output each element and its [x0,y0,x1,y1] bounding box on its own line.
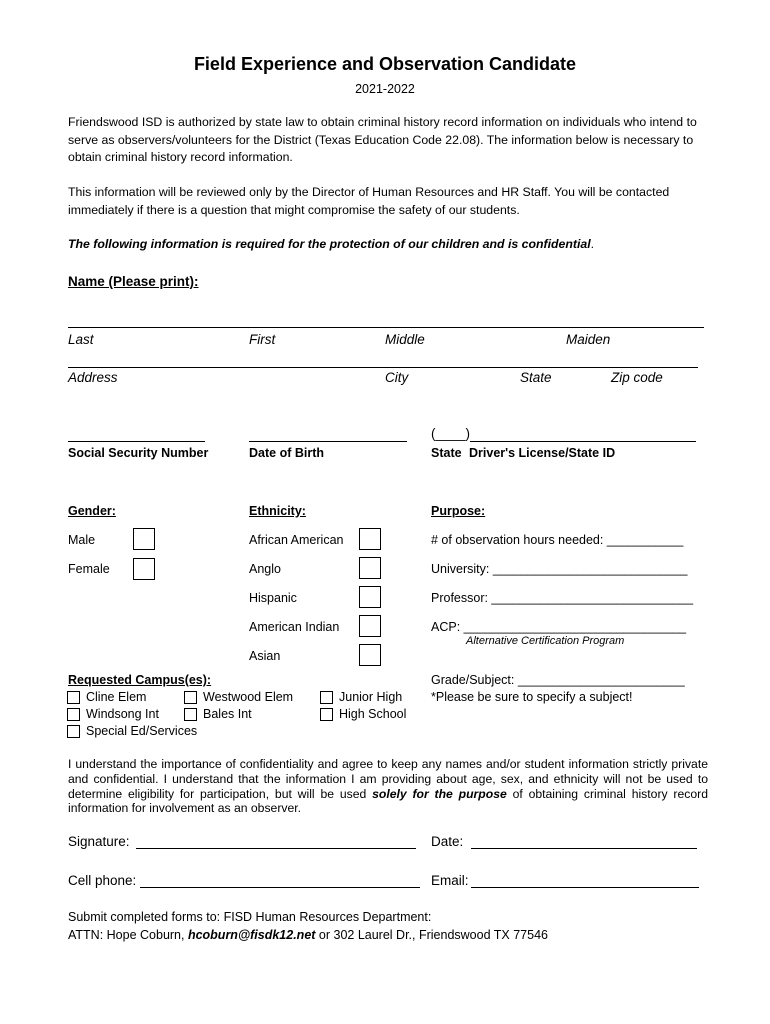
purpose-heading: Purpose: [431,504,486,518]
maiden-name-label: Maiden [566,332,611,347]
african-american-checkbox[interactable] [359,528,381,550]
acp-note: Alternative Certification Program [466,635,625,647]
hispanic-checkbox[interactable] [359,586,381,608]
acp-field[interactable]: ACP: ________________________________ [431,620,687,634]
campus-option-windsong-int: Windsong Int [86,707,159,721]
cell-phone-label: Cell phone: [68,873,137,888]
ssn-label: Social Security Number [68,446,209,460]
gender-option-male: Male [68,533,96,547]
cline-elem-checkbox[interactable] [67,691,80,704]
ssn-line[interactable] [68,441,205,442]
campus-option-special-ed: Special Ed/Services [86,724,198,738]
zip-label: Zip code [611,370,663,385]
asian-checkbox[interactable] [359,644,381,666]
agreement-text-end: of obtaining criminal history record information for involvement as an observer. [68,786,708,816]
windsong-int-checkbox[interactable] [67,708,80,721]
agreement-text-start: I understand the importance of confidentiality and agree to keep any names and/or student information strictly private and confidential. I understand that the information I am providing about age, sex, and ethnicity will not be used to determine eligibility for participation, but will be used [68,757,708,801]
campus-option-bales-int: Bales Int [203,707,252,721]
attn-line [68,928,548,942]
signature-label: Signature: [68,834,130,849]
gender-option-female: Female [68,562,110,576]
ethnicity-option-african-american: African American [249,533,344,547]
campus-option-high-school: High School [339,707,407,721]
high-school-checkbox[interactable] [320,708,333,721]
anglo-checkbox[interactable] [359,557,381,579]
date-label: Date: [431,834,464,849]
confidential-notice-text: The following information is required for the protection of our children and is confidential [68,237,591,251]
gender-heading: Gender: [68,504,116,518]
page-title: Field Experience and Observation Candidate [193,54,577,74]
ethnicity-option-american-indian: American Indian [249,620,340,634]
intro-paragraph-1: Friendswood ISD is authorized by state law to obtain criminal history record information on individuals who intend to serve as observers/volunteers for the District (Texas Education Code 22.08). The information below is necessary to obtain criminal history record information. [68,115,697,164]
ethnicity-option-anglo: Anglo [249,562,281,576]
ethnicity-option-hispanic: Hispanic [249,591,297,605]
confidential-notice [68,236,708,254]
city-label: City [385,370,409,385]
first-name-label: First [249,332,276,347]
agreement-text-emphasis: solely for the purpose [372,786,507,801]
confidential-notice-period: . [590,237,595,251]
dl-line[interactable] [470,441,696,442]
dl-state-prefix: (____) [431,426,471,441]
male-checkbox[interactable] [133,528,155,550]
email-label: Email: [431,873,469,888]
university-field[interactable]: University: ____________________________ [431,562,688,576]
westwood-elem-checkbox[interactable] [184,691,197,704]
middle-name-label: Middle [385,332,425,347]
ethnicity-option-asian: Asian [249,649,281,663]
signature-line[interactable] [136,848,416,849]
campus-option-westwood-elem: Westwood Elem [203,690,294,704]
last-name-label: Last [68,332,94,347]
campus-heading: Requested Campus(es): [68,673,212,687]
mailing-address: or 302 Laurel Dr., Friendswood TX 77546 [315,928,548,942]
email-line[interactable] [471,887,699,888]
dl-state-label: State [431,446,462,460]
special-ed-checkbox[interactable] [67,725,80,738]
contact-email-link[interactable]: hcoburn@fisdk12.net [187,928,316,942]
dob-label: Date of Birth [249,446,324,460]
junior-high-checkbox[interactable] [320,691,333,704]
campus-option-cline-elem: Cline Elem [86,690,147,704]
state-label: State [520,370,552,385]
name-heading: Name (Please print): [68,274,199,289]
address-line[interactable] [68,367,698,368]
dl-label: Driver's License/State ID [469,446,616,460]
address-label: Address [68,370,118,385]
grade-subject-field[interactable]: Grade/Subject: ________________________ [431,673,685,687]
dob-line[interactable] [249,441,407,442]
attn-text: ATTN: Hope Coburn, [68,928,188,942]
cell-phone-line[interactable] [140,887,420,888]
intro-paragraph-2: This information will be reviewed only by the Director of Human Resources and HR Staff. You will be contacted immediately if there is a question that might compromise the safety of our students. [68,185,670,217]
bales-int-checkbox[interactable] [184,708,197,721]
american-indian-checkbox[interactable] [359,615,381,637]
ethnicity-heading: Ethnicity: [249,504,306,518]
name-line[interactable] [68,327,704,328]
grade-subject-note: *Please be sure to specify a subject! [431,690,633,704]
female-checkbox[interactable] [133,558,155,580]
professor-field[interactable]: Professor: _____________________________ [431,591,694,605]
date-line[interactable] [471,848,697,849]
submit-instructions: Submit completed forms to: FISD Human Resources Department: [68,910,432,924]
hours-field[interactable]: # of observation hours needed: ___________ [431,533,684,547]
agreement-paragraph [68,757,708,816]
school-year: 2021-2022 [355,82,415,96]
campus-option-junior-high: Junior High [339,690,403,704]
